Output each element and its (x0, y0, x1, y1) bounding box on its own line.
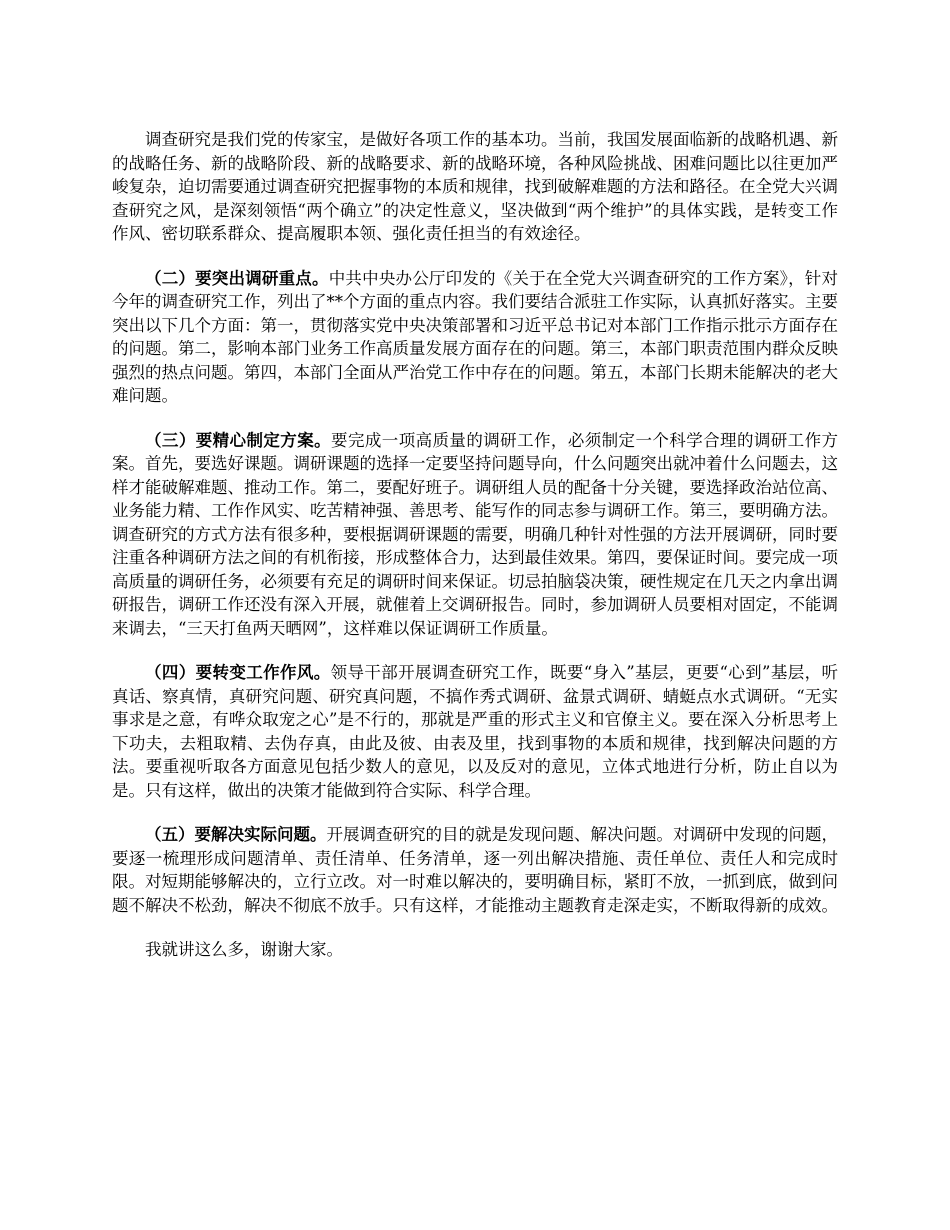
paragraph-heading: （二）要突出调研重点。 (145, 268, 329, 288)
paragraph-text: 中共中央办公厅印发的《关于在全党大兴调查研究的工作方案》，针对今年的调查研究工作，列出了**个方面的重点内容。我们要结合派驻工作实际，认真抓好落实。主要突出以下几个方面：第一，贯彻落实党中央决策部署和习近平总书记对本部门工作指示批示方面存在的问题。第二，影响本部门业务工作高质量发展方面存在的问题。第三，本部门职责范围内群众反映强烈的热点问题。第四，本部门全面从严治党工作中存在的问题。第五，本部门长期未能解决的老大难问题。 (112, 268, 839, 405)
paragraph-section-4 (112, 661, 838, 802)
paragraph-text: 我就讲这么多，谢谢大家。 (145, 940, 343, 959)
paragraph-text: 领导干部开展调查研究工作，既要“身入”基层，更要“心到”基层，听真话、察真情，真研究问题、研究真问题，不搞作秀式调研、盆景式调研、蜻蜓点水式调研。“无实事求是之意，有哗众取宠之心”是不行的，那就是严重的形式主义和官僚主义。要在深入分析思考上下功夫，去粗取精、去伪存真，由此及彼、由表及里，找到事物的本质和规律，找到解决问题的方法。要重视听取各方面意见包括少数人的意见，以及反对的意见，立体式地进行分析，防止自以为是。只有这样，做出的决策才能做到符合实际、科学合理。 (112, 663, 838, 800)
paragraph-intro (112, 128, 838, 246)
paragraph-heading: （五）要解决实际问题。 (145, 825, 327, 844)
paragraph-section-3 (112, 429, 838, 641)
paragraph-text: 要完成一项高质量的调研工作，必须制定一个科学合理的调研工作方案。首先，要选好课题。调研课题的选择一定要坚持问题导向，什么问题突出就冲着什么问题去，这样才能破解难题、推动工作。第二，要配好班子。调研组人员的配备十分关键，要选择政治站位高、业务能力精、工作作风实、吃苦精神强、善思考、能写作的同志参与调研工作。第三，要明确方法。调查研究的方式方法有很多种，要根据调研课题的需要，明确几种针对性强的方法开展调研，同时要注重各种调研方法之间的有机衔接，形成整体合力，达到最佳效果。第四，要保证时间。要完成一项高质量的调研任务，必须要有充足的调研时间来保证。切忌拍脑袋决策，硬性规定在几天之内拿出调研报告，调研工作还没有深入开展，就催着上交调研报告。同时，参加调研人员要相对固定，不能调来调去，“三天打鱼两天晒网”，这样难以保证调研工作质量。 (112, 430, 839, 638)
paragraph-section-2 (112, 267, 838, 408)
paragraph-text: 开展调查研究的目的就是发现问题、解决问题。对调研中发现的问题，要逐一梳理形成问题清单、责任清单、任务清单，逐一列出解决措施、责任单位、责任人和完成时限。对短期能够解决的，立行立改。对一时难以解决的，要明确目标，紧盯不放，一抓到底，做到问题不解决不松劲，解决不彻底不放手。只有这样，才能推动主题教育走深走实，不断取得新的成效。 (112, 825, 838, 915)
paragraph-heading: （三）要精心制定方案。 (145, 430, 332, 450)
paragraph-text: 调查研究是我们党的传家宝，是做好各项工作的基本功。当前，我国发展面临新的战略机遇、新的战略任务、新的战略阶段、新的战略要求、新的战略环境，各种风险挑战、困难问题比以往更加严峻复杂，迫切需要通过调查研究把握事物的本质和规律，找到破解难题的方法和路径。在全党大兴调查研究之风，是深刻领悟“两个确立”的决定性意义，坚决做到“两个维护”的具体实践，是转变工作作风、密切联系群众、提高履职本领、强化责任担当的有效途径。 (112, 130, 838, 243)
paragraph-section-5 (112, 823, 838, 917)
document-body (112, 128, 838, 983)
paragraph-closing (112, 938, 838, 962)
paragraph-heading: （四）要转变工作作风。 (145, 663, 331, 682)
